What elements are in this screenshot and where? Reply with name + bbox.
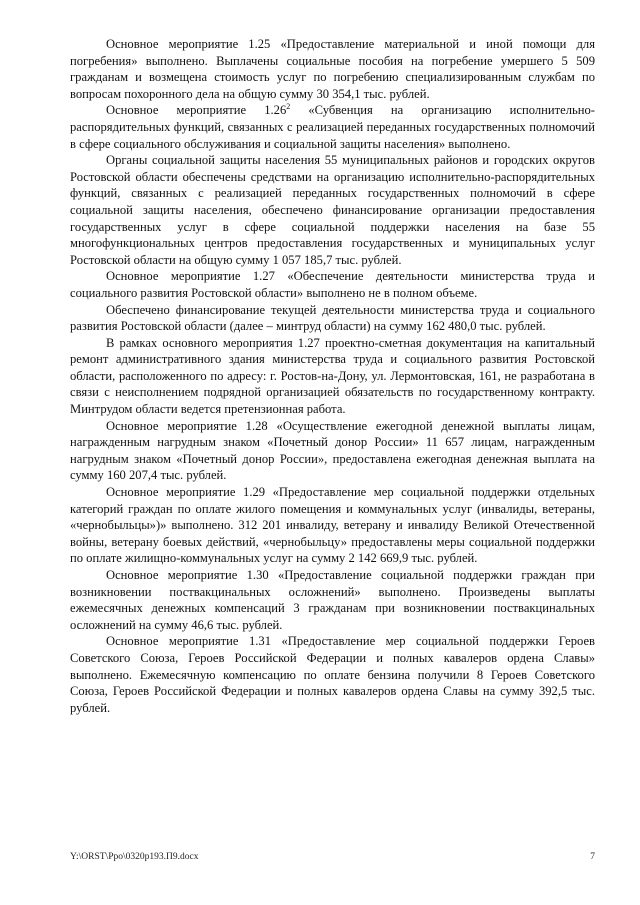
- file-path: Y:\ORST\Ppo\0320p193.П9.docx: [70, 852, 199, 862]
- paragraph-measure-1-26-rest: «Субвенция на организацию исполнительно-распорядительных функций, связанных с реализацией переданных государственных полномочий в сфере социального обслуживания и социальной защиты населения» выполнено.: [70, 103, 595, 151]
- paragraph-measure-1-25: Основное мероприятие 1.25 «Предоставление материальной и иной помощи для погребения» выполнено. Выплачены социальные пособия на погребение умершего 5 509 гражданам и возмещена стоимость услуг по погребению специализированным службам по вопросам похоронного дела на общую сумму 30 354,1 тыс. рублей.: [70, 37, 595, 101]
- page-number: 7: [590, 852, 595, 862]
- paragraph-measure-1-30: Основное мероприятие 1.30 «Предоставление социальной поддержки граждан при возникновении поствакцинальных осложнений» выполнено. Произведены выплаты ежемесячных денежных компенсаций 3 гражданам при возникновении поствакцинальных осложнений на сумму 46,6 тыс. рублей.: [70, 568, 595, 632]
- paragraph-measure-1-26: [70, 102, 595, 152]
- paragraph-measure-1-29: Основное мероприятие 1.29 «Предоставление мер социальной поддержки отдельных категорий граждан по оплате жилого помещения и коммунальных услуг (инвалиды, ветераны, «чернобыльцы»)» выполнено. 312 201 инвалиду, ветерану и инвалиду Великой Отечественной войны, ветерану боевых действий, «чернобыльцу» предоставлены меры социальной поддержки по оплате жилищно-коммунальных услуг на сумму 2 142 669,9 тыс. рублей.: [70, 485, 595, 566]
- paragraph-measure-1-31: Основное мероприятие 1.31 «Предоставление мер социальной поддержки Героев Советского Союза, Героев Российской Федерации и полных кавалеров ордена Славы» выполнено. Ежемесячную компенсацию по оплате бензина получили 8 Героев Советского Союза, Героев Российской Федерации и полных кавалеров ордена Славы на сумму 392,5 тыс. рублей.: [70, 634, 595, 715]
- document-body: [70, 36, 595, 716]
- paragraph-social-protection-bodies: Органы социальной защиты населения 55 муниципальных районов и городских округов Ростовской области обеспечены средствами на организацию исполнительно-распорядительных функций, связанных с реализацией переданных государственных полномочий в сфере социальной защиты населения, обеспечено финансирование организации предоставления государственных услуг в сфере социальной поддержки населения на базе 55 многофункциональных центров предоставления государственных и муниципальных услуг Ростовской области на общую сумму 1 057 185,7 тыс. рублей.: [70, 153, 595, 267]
- paragraph-capital-repair: В рамках основного мероприятия 1.27 проектно-сметная документация на капитальный ремонт административного здания министерства труда и социального развития Ростовской области, расположенного по адресу: г. Ростов-на-Дону, ул. Лермонтовская, 161, не разработана в связи с неисполнением подрядной организацией обязательств по государственному контракту. Минтрудом области ведется претензионная работа.: [70, 335, 595, 417]
- paragraph-measure-1-26-start: Основное мероприятие 1.26: [106, 103, 287, 118]
- footnote-superscript: 2: [286, 102, 291, 112]
- paragraph-measure-1-27: Основное мероприятие 1.27 «Обеспечение деятельности министерства труда и социального развития Ростовской области» выполнено не в полном объеме.: [70, 269, 595, 300]
- paragraph-measure-1-28: Основное мероприятие 1.28 «Осуществление ежегодной денежной выплаты лицам, награжденным нагрудным знаком «Почетный донор России» 11 657 лицам, награжденным нагрудным знаком «Почетный донор России», предоставлена ежегодная денежная выплата на сумму 160 207,4 тыс. рублей.: [70, 418, 595, 483]
- paragraph-ministry-financing: Обеспечено финансирование текущей деятельности министерства труда и социального развития Ростовской области (далее – минтруд области) на сумму 162 480,0 тыс. рублей.: [70, 302, 595, 334]
